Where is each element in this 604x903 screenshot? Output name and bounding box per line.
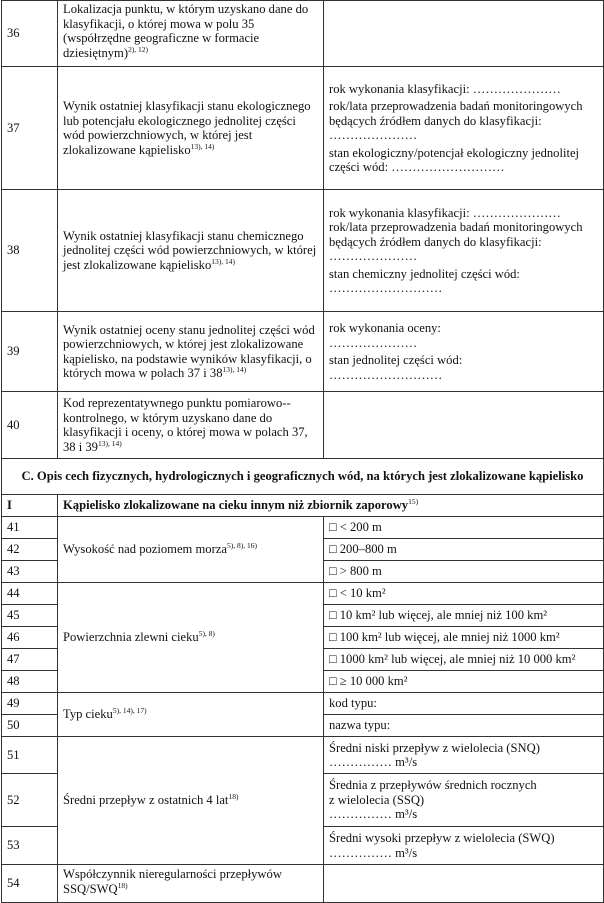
field-label-37 [58, 67, 324, 190]
row-number: 46 [2, 627, 58, 649]
swq-value: …………… m³/s [329, 845, 418, 860]
water-status-label: stan jednolitej części wód: [329, 353, 463, 367]
ssq-value: …………… m³/s [329, 807, 418, 822]
footnote-ref: 5), 8) [198, 629, 215, 639]
swq-label: Średni wysoki przepływ z wielolecia (SWQ) [329, 831, 555, 845]
table-row-49 [2, 693, 604, 715]
value-cell-38[interactable] [324, 190, 604, 312]
section-c-header-row [2, 459, 604, 495]
chemical-status-label: stan chemiczny jednolitej części wód: [329, 266, 520, 281]
chemical-status-dots: ……………………… [329, 281, 443, 295]
type-name-field[interactable]: nazwa typu: [324, 715, 604, 737]
field-label-40 [58, 392, 324, 459]
form-table [1, 0, 604, 903]
classification-year-line: rok wykonania klasyfikacji: ………………… [329, 205, 561, 220]
swq-field[interactable] [324, 827, 604, 865]
catchment-label [58, 583, 324, 693]
label-text: Wynik ostatniej klasyfikacji stanu chemicznego jednolitej części wód powierzchniowych, w której jest zlokalizowane kąpielisko [63, 228, 317, 272]
row-number: 50 [2, 715, 58, 737]
label-text: Powierzchnia zlewni cieku [63, 630, 199, 645]
mean-flow-label [58, 737, 324, 865]
footnote-ref: 18) [228, 792, 239, 802]
footnote-ref: 15) [408, 497, 419, 507]
row-number: 37 [2, 67, 58, 190]
label-text: Współczynnik nieregularności przepływów SSQ/SWQ [63, 867, 282, 896]
row-number: 38 [2, 190, 58, 312]
type-code-field[interactable]: kod typu: [324, 693, 604, 715]
ssq-label-line2: z wielolecia (SSQ) [329, 792, 425, 807]
label-text: Kod reprezentatywnego punktu pomiarowo--kontrolnego, w którym uzyskano dane do klasyfikacji i oceny, o której mowa w polach 37, 38 i 39 [63, 396, 308, 454]
value-cell-40[interactable] [324, 392, 604, 459]
catchment-option-5-checkbox[interactable]: □ ≥ 10 000 km² [324, 671, 604, 693]
label-text: Typ cieku [63, 707, 113, 722]
ssq-field[interactable] [324, 774, 604, 827]
water-status-dots: ……………………… [329, 367, 443, 382]
field-label-38 [58, 190, 324, 312]
table-row-41 [2, 517, 604, 539]
label-text: Średni przepływ z ostatnich 4 lat [63, 793, 229, 808]
catchment-option-2-checkbox[interactable]: □ 10 km² lub więcej, ale mniej niż 100 km² [324, 605, 604, 627]
footnote-ref: 13), 14) [97, 438, 122, 448]
irregularity-coefficient-label [58, 865, 324, 903]
altitude-option-lt200-checkbox[interactable]: □ < 200 m [324, 517, 604, 539]
value-cell-39[interactable] [324, 312, 604, 392]
section-i-title-text: Kąpielisko zlokalizowane na cieku innym niż zbiornik zaporowy [63, 498, 409, 513]
row-number: 45 [2, 605, 58, 627]
footnote-ref: 5), 14), 17) [112, 706, 147, 716]
table-row-38 [2, 190, 604, 312]
row-number: 36 [2, 1, 58, 67]
snq-field[interactable] [324, 737, 604, 774]
table-row-51 [2, 737, 604, 774]
stream-type-label [58, 693, 324, 737]
label-text: Lokalizacja punktu, w którym uzyskano dane do klasyfikacji, o której mowa w polu 35 (współrzędne geograficzne w formacie dziesiętnym) [63, 2, 309, 60]
footnote-ref: 13), 14) [222, 365, 247, 374]
altitude-label [58, 517, 324, 583]
row-number: 49 [2, 693, 58, 715]
value-cell-37[interactable] [324, 67, 604, 190]
row-number: 40 [2, 392, 58, 459]
row-number: 47 [2, 649, 58, 671]
monitoring-years-dots: ………………… [329, 128, 418, 142]
catchment-option-3-checkbox[interactable]: □ 100 km² lub więcej, ale mniej niż 1000 km² [324, 627, 604, 649]
snq-label: Średni niski przepływ z wielolecia (SNQ) [329, 740, 540, 755]
row-number: 48 [2, 671, 58, 693]
row-number: 52 [2, 774, 58, 827]
footnote-ref: 13), 14) [190, 141, 215, 151]
irregularity-coefficient-field[interactable] [324, 865, 604, 903]
label-text: Wysokość nad poziomem morza [63, 542, 227, 557]
altitude-option-gt800-checkbox[interactable]: □ > 800 m [324, 561, 604, 583]
label-text: Wynik ostatniej klasyfikacji stanu ekologicznego lub potencjału ekologicznego jednolitej części wód powierzchniowych, w której jest zlokalizowane kąpielisko [63, 99, 311, 157]
table-row-44 [2, 583, 604, 605]
monitoring-years-label: rok/lata przeprowadzenia badań monitoringowych będących źródłem danych do klasyfikacji: [329, 220, 583, 249]
table-row-40 [2, 392, 604, 459]
footnote-ref: 13), 14) [211, 256, 236, 266]
row-number: 51 [2, 737, 58, 774]
row-number: 44 [2, 583, 58, 605]
row-number: 39 [2, 312, 58, 392]
ecological-status-line: stan ekologiczny/potencjał ekologiczny jednolitej części wód: ……………………… [329, 145, 580, 174]
field-label-36 [58, 1, 324, 67]
altitude-option-200-800-checkbox[interactable]: □ 200–800 m [324, 539, 604, 561]
monitoring-years-dots: ………………… [329, 249, 418, 263]
monitoring-years-label: rok/lata przeprowadzenia badań monitoringowych będących źródłem danych do klasyfikacji: [329, 99, 583, 128]
value-cell-36[interactable] [324, 1, 604, 67]
section-i-row [2, 495, 604, 517]
footnote-ref: 2), 12) [128, 44, 149, 54]
section-i-number: I [2, 495, 58, 517]
table-row-37 [2, 67, 604, 190]
field-label-39 [58, 312, 324, 392]
section-c-title: C. Opis cech fizycznych, hydrologicznych i geograficznych wód, na których jest zlokalizowane kąpielisko [2, 459, 604, 495]
assessment-year-dots: ………………… [329, 335, 418, 350]
ssq-label-line1: Średnia z przepływów średnich rocznych [329, 778, 537, 793]
footnote-ref: 5), 8), 16) [226, 541, 257, 551]
catchment-option-1-checkbox[interactable]: □ < 10 km² [324, 583, 604, 605]
table-row-39 [2, 312, 604, 392]
row-number: 53 [2, 827, 58, 865]
classification-year-line: rok wykonania klasyfikacji: ………………… [329, 81, 561, 96]
table-row-36 [2, 1, 604, 67]
table-row-54 [2, 865, 604, 903]
assessment-year-label: rok wykonania oceny: [329, 321, 441, 335]
row-number: 41 [2, 517, 58, 539]
catchment-option-4-checkbox[interactable]: □ 1000 km² lub więcej, ale mniej niż 10 000 km² [324, 649, 604, 671]
label-text: Wynik ostatniej oceny stanu jednolitej części wód powierzchniowych, w której jest zlokalizowane kąpielisko, na podstawie wyników klasyfikacji, o których mowa w polach 37 i 38 [63, 322, 315, 380]
row-number: 42 [2, 539, 58, 561]
snq-value: …………… m³/s [329, 755, 418, 769]
footnote-ref: 18) [117, 880, 128, 890]
row-number: 43 [2, 561, 58, 583]
section-i-title [58, 495, 604, 517]
row-number: 54 [2, 865, 58, 903]
